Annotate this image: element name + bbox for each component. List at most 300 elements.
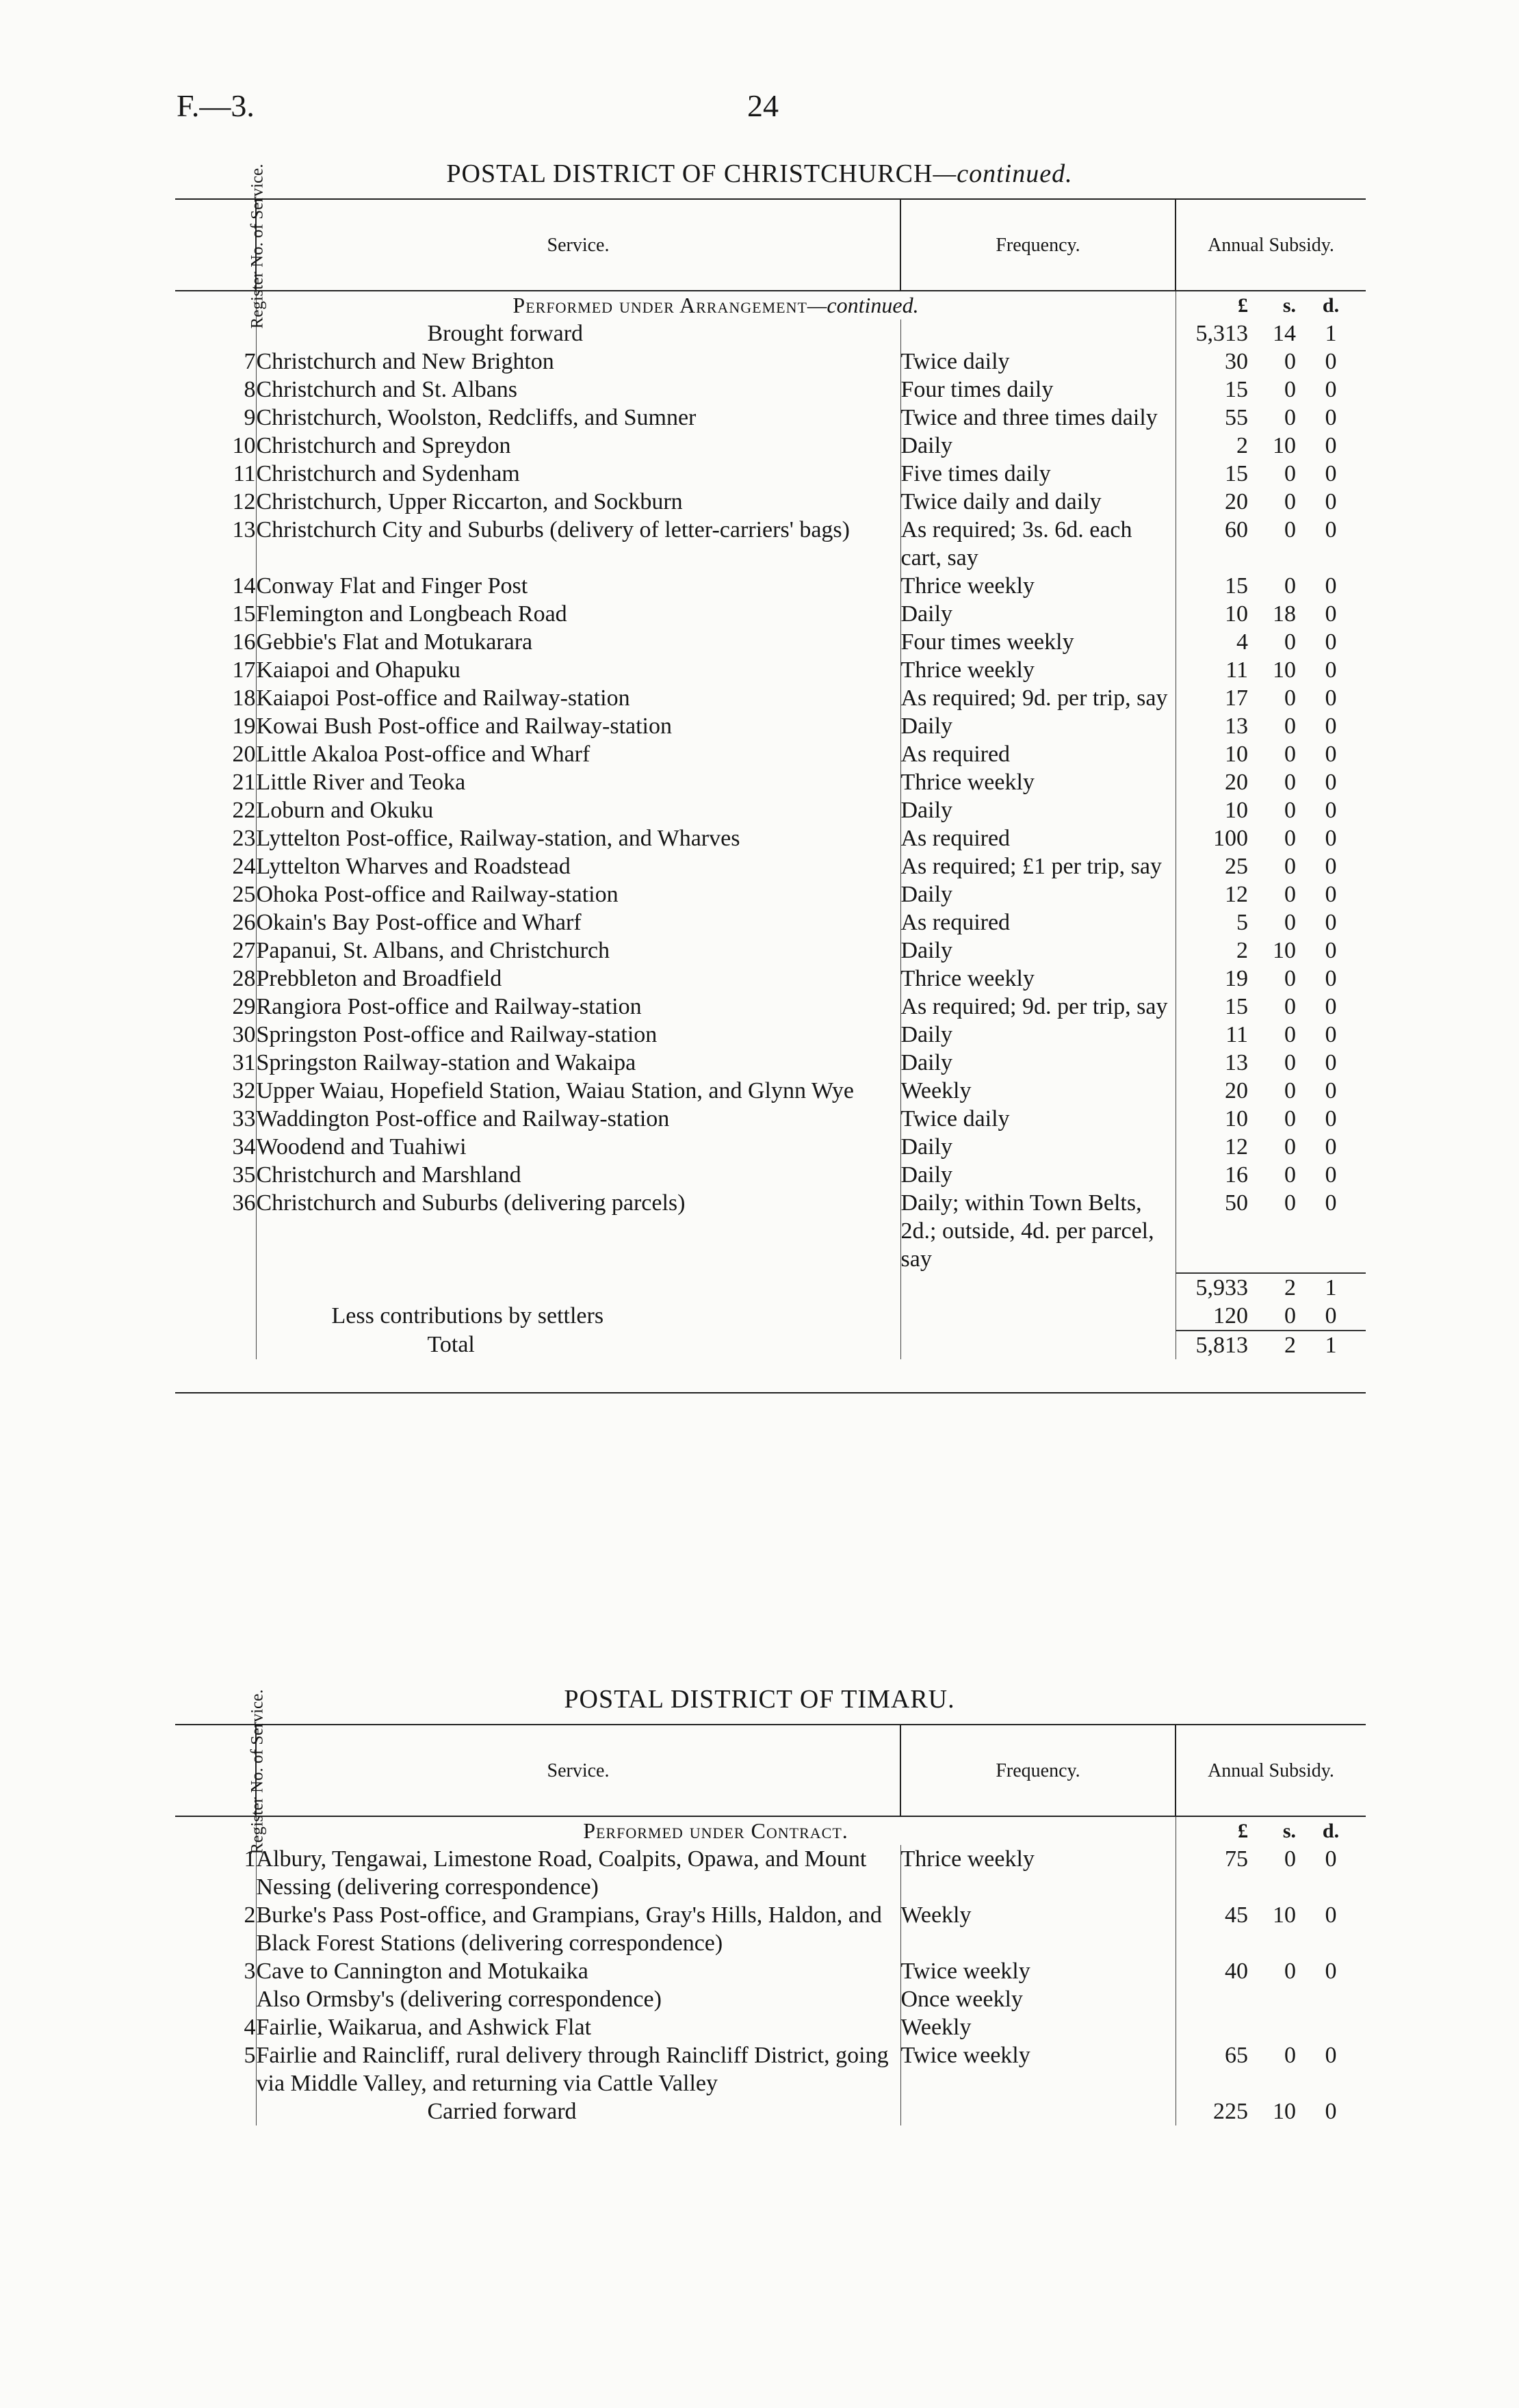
subsidy-pence: 0 <box>1325 994 1337 1019</box>
total-pence: 1 <box>1296 1331 1366 1359</box>
table-row <box>175 1021 1366 1049</box>
subsidy-pence: 0 <box>1325 1846 1337 1872</box>
table-row <box>175 740 1366 768</box>
frequency-cell: Daily <box>900 432 1176 460</box>
subsidy-pounds: 15 <box>1176 572 1248 600</box>
register-no: 36 <box>175 1189 256 1273</box>
table-row <box>175 796 1366 824</box>
subsidy-pounds: 100 <box>1176 824 1248 852</box>
subsidy-pounds: 12 <box>1176 1133 1248 1161</box>
subsidy-shillings: 0 <box>1284 770 1296 795</box>
christchurch-title-suffix: —continued. <box>933 159 1073 188</box>
subsidy-shillings: 10 <box>1273 433 1296 458</box>
service-cell: Lyttelton Wharves and Roadstead <box>256 854 571 879</box>
register-no: 12 <box>175 488 256 516</box>
subsidy-pounds: 12 <box>1176 880 1248 908</box>
service-cell: Prebbleton and Broadfield <box>256 966 502 991</box>
subsidy-shillings: 0 <box>1284 573 1296 599</box>
subsidy-pounds: 2 <box>1176 937 1248 965</box>
subsidy-pounds: 50 <box>1176 1189 1248 1273</box>
frequency-cell: Weekly <box>900 2013 1176 2041</box>
register-no: 27 <box>175 937 256 965</box>
frequency-cell: Twice daily <box>900 348 1176 376</box>
subsidy-shillings: 0 <box>1284 377 1296 402</box>
frequency-cell: As required <box>900 908 1176 937</box>
subsidy-pence: 0 <box>1325 938 1337 963</box>
register-no: 7 <box>175 348 256 376</box>
service-cell: Rangiora Post-office and Railway-station <box>256 994 642 1019</box>
register-no: 4 <box>175 2013 256 2041</box>
frequency-cell: Daily; within Town Belts, 2d.; outside, 4d. per parcel, say <box>900 1189 1176 1273</box>
less-contributions-label: Less contributions by settlers <box>331 1303 604 1329</box>
service-cell: Christchurch and New Brighton <box>256 349 554 374</box>
register-no: 19 <box>175 712 256 740</box>
total-shillings: 2 <box>1248 1331 1296 1359</box>
subsidy-shillings: 0 <box>1284 1078 1296 1103</box>
frequency-cell: Daily <box>900 600 1176 628</box>
carried-forward-row <box>175 2097 1366 2125</box>
subsidy-pence: 0 <box>1325 1134 1337 1160</box>
subsidy-pounds: 11 <box>1176 1021 1248 1049</box>
unit-pence: d. <box>1322 1820 1340 1842</box>
subsidy-shillings: 0 <box>1284 349 1296 374</box>
table-row <box>175 2013 1366 2041</box>
register-no: 26 <box>175 908 256 937</box>
frequency-cell: Daily <box>900 937 1176 965</box>
subsidy-pence: 0 <box>1325 629 1337 655</box>
subsidy-pence: 0 <box>1325 1190 1337 1216</box>
subsidy-pence <box>1296 2013 1366 2041</box>
frequency-cell: As required; 9d. per trip, say <box>900 684 1176 712</box>
less-contributions-shillings: 0 <box>1284 1303 1296 1329</box>
frequency-cell: Weekly <box>900 1077 1176 1105</box>
subsidy-pence: 0 <box>1325 1078 1337 1103</box>
frequency-cell: Four times daily <box>900 376 1176 404</box>
register-no: 3 <box>175 1957 256 1985</box>
subsidy-shillings: 0 <box>1284 685 1296 711</box>
subsidy-pounds: 65 <box>1176 2041 1248 2097</box>
register-no: 22 <box>175 796 256 824</box>
subsidy-pounds: 20 <box>1176 768 1248 796</box>
frequency-cell: Four times weekly <box>900 628 1176 656</box>
frequency-cell: Thrice weekly <box>900 965 1176 993</box>
carried-forward-pounds: 225 <box>1176 2097 1248 2125</box>
register-no: 29 <box>175 993 256 1021</box>
frequency-cell: Daily <box>900 712 1176 740</box>
subsidy-pence: 0 <box>1325 433 1337 458</box>
header-register: Register No. of Service. <box>175 199 256 291</box>
table-row <box>175 852 1366 880</box>
frequency-cell: Twice weekly <box>900 1957 1176 1985</box>
table-row <box>175 1189 1366 1273</box>
table-row <box>175 656 1366 684</box>
subtotal-pence: 1 <box>1296 1273 1366 1302</box>
subsidy-pounds: 15 <box>1176 993 1248 1021</box>
unit-pounds: £ <box>1176 1816 1248 1845</box>
unit-pence: d. <box>1322 294 1340 317</box>
register-no: 30 <box>175 1021 256 1049</box>
register-no: 13 <box>175 516 256 572</box>
register-no: 31 <box>175 1049 256 1077</box>
service-cell: Christchurch and Spreydon <box>256 433 511 458</box>
brought-forward-shillings: 14 <box>1273 321 1296 346</box>
service-cell: Upper Waiau, Hopefield Station, Waiau Station, and Glynn Wye <box>256 1078 854 1103</box>
table-row <box>175 432 1366 460</box>
subsidy-pounds: 4 <box>1176 628 1248 656</box>
subsidy-pounds: 10 <box>1176 740 1248 768</box>
subsidy-pence: 0 <box>1325 910 1337 935</box>
table-row <box>175 1901 1366 1957</box>
subsidy-shillings: 0 <box>1284 489 1296 514</box>
register-no: 33 <box>175 1105 256 1133</box>
christchurch-title-text: POSTAL DISTRICT OF CHRISTCHURCH <box>446 159 933 188</box>
table-row <box>175 404 1366 432</box>
table-row <box>175 460 1366 488</box>
subsidy-pence: 0 <box>1325 489 1337 514</box>
subsidy-shillings: 10 <box>1273 1902 1296 1928</box>
subsidy-pence: 0 <box>1325 685 1337 711</box>
subsidy-pounds: 25 <box>1176 852 1248 880</box>
register-no: 9 <box>175 404 256 432</box>
subsidy-shillings: 10 <box>1273 938 1296 963</box>
subsidy-pounds: 13 <box>1176 1049 1248 1077</box>
christchurch-district-title <box>0 159 1519 189</box>
brought-forward-label: Brought forward <box>427 321 584 346</box>
subsidy-shillings: 0 <box>1284 1162 1296 1188</box>
service-cell: Christchurch and Suburbs (delivering parcels) <box>256 1190 686 1216</box>
subsidy-pence: 0 <box>1325 517 1337 542</box>
subsidy-pence: 0 <box>1325 966 1337 991</box>
subsidy-pence: 0 <box>1325 1959 1337 1984</box>
subsidy-shillings: 18 <box>1273 601 1296 627</box>
register-no: 11 <box>175 460 256 488</box>
subsidy-shillings: 0 <box>1284 461 1296 486</box>
subsidy-pence: 0 <box>1325 1106 1337 1131</box>
service-cell: Kaiapoi Post-office and Railway-station <box>256 685 630 711</box>
subtotal-row <box>175 1273 1366 1302</box>
table-row <box>175 1049 1366 1077</box>
service-cell: Christchurch and Marshland <box>256 1162 521 1188</box>
service-cell: Kowai Bush Post-office and Railway-station <box>256 714 673 739</box>
table-row <box>175 1161 1366 1189</box>
service-cell: Fairlie and Raincliff, rural delivery through Raincliff District, going via Middle Valley, and returning via Cattle Valley <box>256 2043 889 2096</box>
subsidy-pence <box>1296 1985 1366 2013</box>
register-no: 34 <box>175 1133 256 1161</box>
subsidy-pence: 0 <box>1325 657 1337 683</box>
header-service: Service. <box>256 1725 900 1816</box>
table-row <box>175 516 1366 572</box>
carried-forward-label: Carried forward <box>427 2099 577 2124</box>
service-cell: Waddington Post-office and Railway-station <box>256 1106 670 1131</box>
frequency-cell: Thrice weekly <box>900 1845 1176 1901</box>
frequency-cell: As required; 3s. 6d. each cart, say <box>900 516 1176 572</box>
register-no: 25 <box>175 880 256 908</box>
subsidy-pounds <box>1176 1985 1248 2013</box>
section-title: Performed under Arrangement—continued. <box>512 293 919 317</box>
table-row <box>175 993 1366 1021</box>
frequency-cell: Weekly <box>900 1901 1176 1957</box>
page-reference: F.—3. <box>177 88 255 123</box>
subsidy-pounds: 10 <box>1176 796 1248 824</box>
subsidy-shillings: 0 <box>1284 966 1296 991</box>
table-row <box>175 684 1366 712</box>
frequency-cell: Daily <box>900 1161 1176 1189</box>
service-cell: Loburn and Okuku <box>256 798 434 823</box>
table-row <box>175 1957 1366 1985</box>
service-cell: Christchurch, Woolston, Redcliffs, and Sumner <box>256 405 697 430</box>
register-no <box>175 1985 256 2013</box>
total-row <box>175 1331 1366 1359</box>
register-no: 18 <box>175 684 256 712</box>
frequency-cell: Twice daily and daily <box>900 488 1176 516</box>
table-row <box>175 1845 1366 1901</box>
frequency-cell: Twice daily <box>900 1105 1176 1133</box>
subsidy-pounds: 19 <box>1176 965 1248 993</box>
subsidy-pounds: 13 <box>1176 712 1248 740</box>
service-cell: Cave to Cannington and Motukaika <box>256 1959 588 1984</box>
register-no: 20 <box>175 740 256 768</box>
subsidy-pounds: 75 <box>1176 1845 1248 1901</box>
section-row <box>175 1816 1366 1845</box>
subsidy-pounds: 15 <box>1176 460 1248 488</box>
header-register: Register No. of Service. <box>175 1725 256 1816</box>
subsidy-pounds: 45 <box>1176 1901 1248 1957</box>
table-row <box>175 1105 1366 1133</box>
carried-forward-shillings: 10 <box>1273 2099 1296 2124</box>
subsidy-shillings: 0 <box>1284 1134 1296 1160</box>
subsidy-pence: 0 <box>1325 377 1337 402</box>
table-row <box>175 348 1366 376</box>
service-cell: Woodend and Tuahiwi <box>256 1134 467 1160</box>
subsidy-pence: 0 <box>1325 461 1337 486</box>
subsidy-pounds: 17 <box>1176 684 1248 712</box>
subsidy-pence: 0 <box>1325 1162 1337 1188</box>
subsidy-pounds: 20 <box>1176 488 1248 516</box>
subsidy-pounds: 10 <box>1176 1105 1248 1133</box>
register-no: 24 <box>175 852 256 880</box>
subsidy-shillings: 0 <box>1284 826 1296 851</box>
frequency-cell: Twice weekly <box>900 2041 1176 2097</box>
subsidy-shillings: 0 <box>1284 1106 1296 1131</box>
table-bottom-rule <box>175 1359 1366 1393</box>
subsidy-pence: 0 <box>1325 405 1337 430</box>
frequency-cell: Daily <box>900 1021 1176 1049</box>
frequency-cell: Thrice weekly <box>900 572 1176 600</box>
unit-shillings: s. <box>1282 294 1296 317</box>
subsidy-shillings: 0 <box>1284 629 1296 655</box>
service-cell: Christchurch, Upper Riccarton, and Sockburn <box>256 489 683 514</box>
subsidy-pence: 0 <box>1325 854 1337 879</box>
table-row <box>175 768 1366 796</box>
subsidy-pence: 0 <box>1325 742 1337 767</box>
service-cell: Springston Post-office and Railway-station <box>256 1022 658 1047</box>
service-cell: Also Ormsby's (delivering correspondence) <box>256 1987 662 2012</box>
table-row <box>175 880 1366 908</box>
register-no: 2 <box>175 1901 256 1957</box>
table-header-row <box>175 1725 1366 1816</box>
frequency-cell: Once weekly <box>900 1985 1176 2013</box>
subsidy-shillings: 0 <box>1284 742 1296 767</box>
table-row <box>175 965 1366 993</box>
subsidy-shillings: 0 <box>1284 405 1296 430</box>
subsidy-pence: 0 <box>1325 882 1337 907</box>
frequency-cell: Daily <box>900 1133 1176 1161</box>
service-cell: Little River and Teoka <box>256 770 466 795</box>
subsidy-pence: 0 <box>1325 2043 1337 2068</box>
total-label: Total <box>427 1332 475 1357</box>
register-no: 35 <box>175 1161 256 1189</box>
table-row <box>175 824 1366 852</box>
register-no: 14 <box>175 572 256 600</box>
service-cell: Okain's Bay Post-office and Wharf <box>256 910 582 935</box>
frequency-cell: As required; £1 per trip, say <box>900 852 1176 880</box>
subtotal-shillings: 2 <box>1248 1273 1296 1302</box>
table-header-row <box>175 199 1366 291</box>
service-cell: Flemington and Longbeach Road <box>256 601 567 627</box>
subsidy-pounds: 10 <box>1176 600 1248 628</box>
header-frequency: Frequency. <box>900 1725 1176 1816</box>
service-cell: Albury, Tengawai, Limestone Road, Coalpits, Opawa, and Mount Nessing (delivering correspondence) <box>256 1846 867 1900</box>
subsidy-pounds: 60 <box>1176 516 1248 572</box>
subsidy-shillings: 0 <box>1284 882 1296 907</box>
frequency-cell: Thrice weekly <box>900 768 1176 796</box>
service-cell: Christchurch and St. Albans <box>256 377 518 402</box>
service-cell: Kaiapoi and Ohapuku <box>256 657 460 683</box>
brought-forward-pounds: 5,313 <box>1176 319 1248 348</box>
subsidy-pence: 0 <box>1325 770 1337 795</box>
subsidy-pounds: 30 <box>1176 348 1248 376</box>
subtotal-pounds: 5,933 <box>1176 1273 1248 1302</box>
subsidy-shillings: 0 <box>1284 2043 1296 2068</box>
total-pounds: 5,813 <box>1176 1331 1248 1359</box>
subsidy-shillings: 10 <box>1273 657 1296 683</box>
subsidy-pence: 0 <box>1325 826 1337 851</box>
subsidy-pence: 0 <box>1325 1022 1337 1047</box>
section-row <box>175 291 1366 319</box>
subsidy-shillings: 0 <box>1284 517 1296 542</box>
subsidy-pounds: 15 <box>1176 376 1248 404</box>
frequency-cell: As required <box>900 824 1176 852</box>
register-no: 28 <box>175 965 256 993</box>
subsidy-pence: 0 <box>1325 1050 1337 1075</box>
register-no: 23 <box>175 824 256 852</box>
subsidy-shillings: 0 <box>1284 910 1296 935</box>
less-contributions-row <box>175 1302 1366 1331</box>
table-row <box>175 376 1366 404</box>
subsidy-shillings: 0 <box>1284 1190 1296 1216</box>
table-row <box>175 628 1366 656</box>
table-row <box>175 712 1366 740</box>
frequency-cell: Thrice weekly <box>900 656 1176 684</box>
register-no: 5 <box>175 2041 256 2097</box>
service-cell: Burke's Pass Post-office, and Grampians, Gray's Hills, Haldon, and Black Forest Stations (delivering correspondence) <box>256 1902 882 1956</box>
service-cell: Gebbie's Flat and Motukarara <box>256 629 533 655</box>
subsidy-shillings: 0 <box>1284 798 1296 823</box>
frequency-cell: As required; 9d. per trip, say <box>900 993 1176 1021</box>
subsidy-pounds: 2 <box>1176 432 1248 460</box>
service-cell: Conway Flat and Finger Post <box>256 573 528 599</box>
subsidy-shillings: 0 <box>1284 854 1296 879</box>
subsidy-pounds: 20 <box>1176 1077 1248 1105</box>
subsidy-pounds: 55 <box>1176 404 1248 432</box>
carried-forward-pence: 0 <box>1325 2099 1337 2124</box>
subsidy-pence: 0 <box>1325 349 1337 374</box>
less-contributions-pence: 0 <box>1325 1303 1337 1329</box>
subsidy-pence: 0 <box>1325 714 1337 739</box>
register-no: 10 <box>175 432 256 460</box>
table-row <box>175 2041 1366 2097</box>
subsidy-shillings <box>1248 2013 1296 2041</box>
frequency-cell: Twice and three times daily <box>900 404 1176 432</box>
page-number: 24 <box>747 88 779 123</box>
register-no: 17 <box>175 656 256 684</box>
brought-forward-row <box>175 319 1366 348</box>
service-cell: Christchurch City and Suburbs (delivery of letter-carriers' bags) <box>256 517 850 542</box>
header-service: Service. <box>256 199 900 291</box>
frequency-cell: As required <box>900 740 1176 768</box>
service-cell: Little Akaloa Post-office and Wharf <box>256 742 590 767</box>
table-row <box>175 1133 1366 1161</box>
subsidy-shillings: 0 <box>1284 714 1296 739</box>
frequency-cell: Daily <box>900 1049 1176 1077</box>
subsidy-pounds: 16 <box>1176 1161 1248 1189</box>
register-no: 32 <box>175 1077 256 1105</box>
subsidy-pounds <box>1176 2013 1248 2041</box>
table-row <box>175 1077 1366 1105</box>
register-no: 1 <box>175 1845 256 1901</box>
subsidy-shillings: 0 <box>1284 994 1296 1019</box>
header-annual-subsidy: Annual Subsidy. <box>1176 199 1366 291</box>
brought-forward-pence: 1 <box>1325 321 1337 346</box>
frequency-cell: Daily <box>900 796 1176 824</box>
register-no: 21 <box>175 768 256 796</box>
register-no: 8 <box>175 376 256 404</box>
subsidy-pounds: 5 <box>1176 908 1248 937</box>
service-cell: Papanui, St. Albans, and Christchurch <box>256 938 610 963</box>
subsidy-shillings: 0 <box>1284 1050 1296 1075</box>
service-cell: Ohoka Post-office and Railway-station <box>256 882 619 907</box>
table-row <box>175 908 1366 937</box>
subsidy-shillings <box>1248 1985 1296 2013</box>
table-row <box>175 572 1366 600</box>
subsidy-pence: 0 <box>1325 573 1337 599</box>
frequency-cell: Five times daily <box>900 460 1176 488</box>
register-no: 15 <box>175 600 256 628</box>
subsidy-pounds: 40 <box>1176 1957 1248 1985</box>
service-cell: Lyttelton Post-office, Railway-station, and Wharves <box>256 826 740 851</box>
subsidy-pence: 0 <box>1325 601 1337 627</box>
less-contributions-pounds: 120 <box>1176 1302 1248 1331</box>
table-row <box>175 600 1366 628</box>
header-annual-subsidy: Annual Subsidy. <box>1176 1725 1366 1816</box>
service-cell: Christchurch and Sydenham <box>256 461 520 486</box>
subsidy-pence: 0 <box>1325 1902 1337 1928</box>
subsidy-shillings: 0 <box>1284 1959 1296 1984</box>
table-row <box>175 937 1366 965</box>
register-no: 16 <box>175 628 256 656</box>
table-row <box>175 488 1366 516</box>
table-row <box>175 1985 1366 2013</box>
frequency-cell: Daily <box>900 880 1176 908</box>
subsidy-shillings: 0 <box>1284 1022 1296 1047</box>
subsidy-pounds: 11 <box>1176 656 1248 684</box>
unit-pounds: £ <box>1176 291 1248 319</box>
subsidy-pence: 0 <box>1325 798 1337 823</box>
timaru-district-title: POSTAL DISTRICT OF TIMARU. <box>564 1685 955 1714</box>
section-title: Performed under Contract. <box>583 1818 848 1843</box>
service-cell: Fairlie, Waikarua, and Ashwick Flat <box>256 2015 592 2040</box>
unit-shillings: s. <box>1282 1820 1296 1842</box>
